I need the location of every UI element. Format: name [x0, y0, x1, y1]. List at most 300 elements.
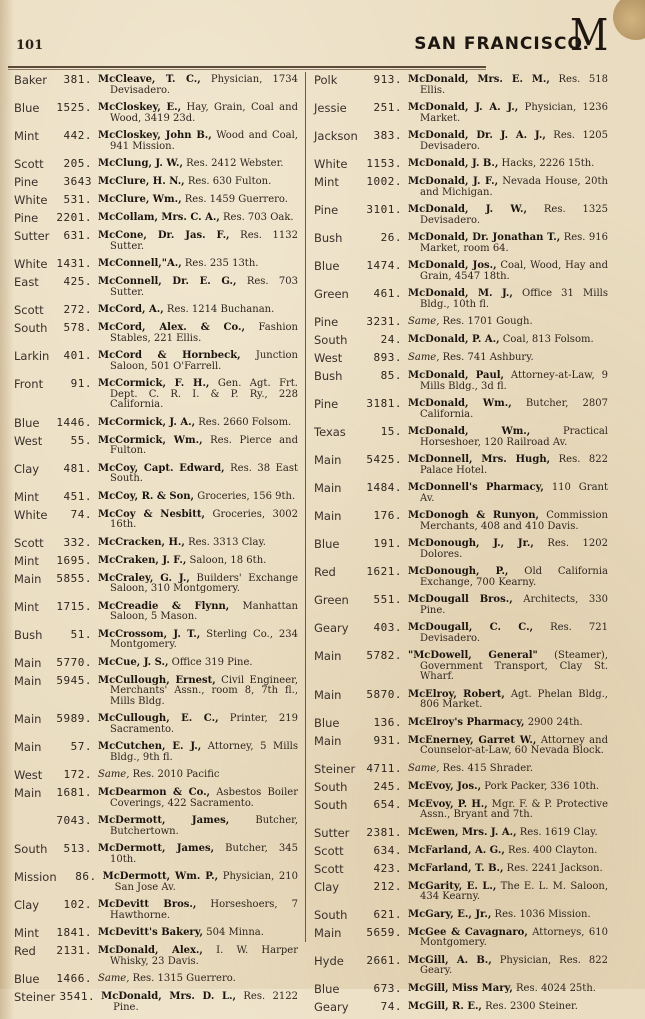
listing-detail: Res. 2010 Pacific: [129, 769, 220, 780]
listing-text: [408, 74, 608, 96]
listing-text: [408, 594, 608, 616]
phone-number: 24.: [380, 333, 402, 346]
directory-entry: [14, 927, 298, 939]
listing-name: McEvoy, P. H.,: [408, 798, 488, 810]
directory-entry: [14, 899, 298, 921]
listing-text: [98, 176, 298, 188]
header-rule-thin: [8, 69, 486, 70]
listing-detail: Coal, 813 Folsom.: [499, 334, 594, 345]
listing-name: McCullough, Ernest,: [98, 674, 216, 686]
exchange-name: Blue: [14, 972, 40, 986]
listing-detail: Butcher, Butchertown.: [110, 815, 298, 837]
listing-text: [98, 491, 298, 503]
listing-detail: Res. 2300 Steiner.: [481, 1000, 578, 1012]
listing-text: [98, 899, 298, 921]
phone-number: 3181.: [366, 397, 402, 410]
directory-entry: [14, 194, 298, 206]
listing-detail: Res. 1315 Guerrero.: [129, 973, 236, 984]
phone-number: 2661.: [366, 953, 402, 967]
phone-number: 425.: [63, 275, 92, 288]
phone-number: 3101.: [366, 203, 402, 216]
listing-detail: Res. 2412 Webster.: [182, 158, 284, 169]
directory-entry: [14, 741, 298, 763]
exchange-name: Mint: [14, 926, 39, 940]
listing-text: [98, 787, 298, 809]
phone-number: 212.: [373, 879, 402, 893]
listing-text: [98, 573, 298, 595]
exchange-name: Clay: [14, 898, 40, 912]
listing-name: McClung, J. W.,: [98, 158, 183, 169]
listing-detail: Practical Horseshoer, 120 Railroad Av.: [420, 426, 609, 448]
directory-entry: [14, 212, 298, 224]
listing-text: [408, 909, 608, 921]
phone-number: 913.: [373, 73, 402, 86]
directory-entry: [314, 288, 608, 310]
exchange-name: Scott: [14, 157, 44, 171]
directory-entry: [314, 909, 608, 921]
listing-name: McCue, J. S.,: [98, 656, 169, 668]
exchange-name: East: [14, 275, 39, 289]
phone-number: 442.: [63, 129, 92, 142]
listing-name: McGill, Miss Mary,: [408, 982, 513, 994]
directory-entry: [14, 769, 298, 781]
exchange-name: Scott: [314, 843, 344, 858]
column-divider: [305, 72, 306, 942]
listing-text: [408, 845, 608, 857]
phone-number: 5782.: [366, 649, 402, 662]
listing-detail: Civil Engineer, Merchants' Assn., room 8, 7th fl., Mills Bldg.: [110, 674, 299, 707]
listing-text: [408, 334, 608, 346]
phone-number: 403.: [373, 621, 402, 634]
listing-detail: Res. 741 Ashbury.: [439, 352, 534, 363]
phone-number: 1621.: [366, 565, 402, 578]
listing-detail: Printer, 219 Sacramento.: [110, 713, 298, 735]
listing-text: [408, 204, 608, 226]
phone-number: 551.: [373, 593, 402, 606]
listing-name: McFarland, A. G.,: [408, 844, 505, 856]
exchange-name: West: [14, 433, 43, 448]
listing-name: McCord, Alex. & Co.,: [98, 322, 245, 333]
phone-number: 191.: [373, 537, 402, 550]
exchange-name: Pine: [14, 175, 39, 189]
exchange-name: Main: [14, 712, 42, 726]
exchange-name: Pine: [14, 211, 39, 225]
directory-entry: [314, 510, 608, 532]
directory-entry: [14, 657, 298, 669]
listing-text: [98, 973, 298, 985]
phone-number: 205.: [63, 157, 92, 170]
listing-name: McDougall, C. C.,: [408, 622, 534, 633]
listing-name: McDonald, Wm.,: [408, 426, 531, 437]
listing-text: [98, 555, 298, 567]
same-marker: Same,: [98, 769, 130, 780]
listing-name: McCreadie & Flynn,: [98, 600, 230, 612]
listing-name: McDonald, Jos.,: [408, 260, 497, 271]
directory-entry: [14, 102, 298, 124]
listing-detail: Res. 703 Sutter.: [110, 276, 299, 298]
exchange-name: White: [14, 507, 48, 522]
exchange-name: Red: [314, 565, 336, 579]
phone-number: 381.: [63, 73, 92, 86]
exchange-name: Main: [14, 740, 42, 754]
listing-detail: Physician, Res. 822 Geary.: [420, 954, 608, 976]
listing-text: [98, 741, 298, 763]
listing-detail: Res. 630 Fulton.: [184, 176, 272, 187]
listing-name: McCord, A.,: [98, 304, 164, 315]
listing-detail: Res. 518 Ellis.: [420, 74, 609, 96]
same-marker: Same,: [408, 316, 440, 327]
listing-name: McDonnell's Pharmacy,: [408, 482, 544, 493]
exchange-name: Main: [14, 655, 42, 670]
listing-text: [408, 827, 608, 839]
phone-number: 1695.: [56, 553, 92, 567]
exchange-name: Mint: [14, 599, 39, 614]
exchange-name: Main: [314, 925, 342, 940]
phone-number: 251.: [373, 101, 402, 114]
directory-entry: [314, 781, 608, 793]
listing-name: McCoy & Nesbitt,: [98, 508, 205, 520]
directory-entry: [314, 763, 608, 775]
listing-name: McDonald, J. B.,: [408, 158, 499, 169]
exchange-name: Mint: [14, 489, 39, 504]
listing-name: McDonogh & Runyon,: [408, 510, 539, 521]
listing-detail: Fashion Stables, 221 Ellis.: [110, 322, 298, 344]
phone-number: 4711.: [366, 761, 402, 775]
exchange-name: Blue: [314, 537, 340, 551]
listing-name: McFarland, T. B.,: [408, 862, 504, 874]
listing-text: [408, 538, 608, 560]
listing-detail: Attorney-at-Law, 9 Mills Bldg., 3d fl.: [420, 370, 608, 392]
listing-text: [98, 130, 298, 152]
phone-number: 5770.: [56, 655, 92, 669]
listing-text: [98, 230, 298, 252]
exchange-name: Steiner: [14, 990, 56, 1004]
phone-number: 57.: [70, 740, 92, 753]
directory-entry: [314, 102, 608, 124]
phone-number: 172.: [63, 768, 92, 781]
listing-text: [103, 871, 298, 893]
directory-entry: [14, 509, 298, 531]
phone-number: 893.: [373, 351, 402, 364]
listing-detail: 110 Grant Av.: [420, 482, 608, 504]
listing-detail: Horseshoers, 7 Hawthorne.: [110, 899, 298, 921]
listing-detail: Physician, 1734 Devisadero.: [110, 74, 298, 96]
phone-number: 1484.: [366, 481, 402, 494]
listing-detail: Res. 4024 25th.: [512, 982, 596, 994]
exchange-name: West: [314, 351, 343, 365]
directory-entry: [314, 845, 608, 857]
phone-number: 3231.: [366, 315, 402, 328]
phone-number: 578.: [63, 321, 92, 334]
listing-text: [408, 622, 608, 644]
directory-entry: [14, 555, 298, 567]
directory-entry: [14, 713, 298, 735]
phone-number: 481.: [63, 461, 92, 475]
directory-entry: [314, 881, 608, 903]
listing-name: McDonald, Paul,: [408, 370, 505, 381]
phone-number: 5989.: [56, 712, 92, 725]
directory-entry: [314, 158, 608, 170]
exchange-name: Blue: [14, 101, 40, 115]
same-marker: Same,: [408, 352, 440, 363]
listing-detail: Butcher, 2807 California.: [420, 398, 609, 420]
directory-entry: [14, 350, 298, 372]
listing-text: [98, 657, 298, 669]
listing-detail: Agt. Phelan Bldg., 806 Market.: [420, 688, 608, 710]
exchange-name: Pine: [314, 315, 339, 329]
listing-name: McGarity, E. L.,: [408, 880, 497, 892]
listing-name: McCord & Hornbeck,: [98, 350, 241, 361]
directory-entry: [314, 316, 608, 328]
directory-entry: [314, 827, 608, 839]
listing-name: McDonald, Mrs. D. L.,: [101, 991, 236, 1002]
listing-name: McDermott, James,: [98, 815, 230, 826]
listing-name: McDonald, Dr. Jonathan T.,: [408, 232, 561, 243]
listing-detail: 504 Minna.: [203, 927, 264, 938]
listing-name: McDonald, Wm.,: [408, 398, 512, 409]
directory-entry: [14, 629, 298, 651]
exchange-name: Main: [314, 453, 342, 467]
directory-entry: [314, 426, 608, 448]
listing-detail: I. W. Harper Whisky, 23 Davis.: [110, 945, 298, 967]
phone-number: 1466.: [56, 972, 92, 985]
exchange-name: Sutter: [14, 229, 50, 243]
exchange-name: Main: [314, 687, 342, 702]
phone-number: 1681.: [56, 786, 92, 799]
exchange-name: Pine: [314, 397, 339, 411]
directory-entry: [14, 815, 298, 837]
listing-text: [408, 316, 608, 328]
exchange-name: Geary: [314, 621, 349, 635]
phone-number: 85.: [380, 369, 402, 382]
listing-detail: Nevada House, 20th and Michigan.: [420, 176, 608, 198]
directory-entry: [14, 871, 298, 893]
listing-name: McGee & Cavagnaro,: [408, 926, 528, 938]
listing-text: [98, 276, 298, 298]
listing-name: McDonald, J. F.,: [408, 176, 499, 187]
phone-number: 5855.: [56, 571, 92, 585]
listing-text: [408, 927, 608, 949]
directory-entry: [14, 258, 298, 270]
listing-detail: Res. 400 Clayton.: [504, 844, 598, 856]
phone-number: 1525.: [56, 101, 92, 114]
same-marker: Same,: [98, 973, 130, 984]
listing-name: McCloskey, John B.,: [98, 130, 212, 141]
listing-name: McCollam, Mrs. C. A.,: [98, 212, 220, 223]
phone-number: 5659.: [366, 925, 402, 939]
exchange-name: Clay: [314, 879, 340, 894]
listing-detail: Groceries, 3002 16th.: [110, 508, 298, 530]
listing-detail: Physician, 1236 Market.: [420, 102, 608, 124]
listing-name: McCleave, T. C.,: [98, 74, 201, 85]
listing-text: [408, 955, 608, 977]
directory-entry: [14, 991, 298, 1013]
exchange-name: Mint: [14, 129, 39, 143]
listing-text: [408, 398, 608, 420]
exchange-name: Jessie: [314, 101, 347, 115]
listing-text: [98, 927, 298, 939]
listing-text: [408, 863, 608, 875]
exchange-name: Bush: [14, 627, 43, 642]
exchange-name: Blue: [314, 981, 340, 996]
listing-detail: Architects, 330 Pine.: [420, 594, 608, 616]
directory-entry: [14, 230, 298, 252]
exchange-name: Clay: [14, 461, 40, 476]
phone-number: 1002.: [366, 175, 402, 188]
section-letter: M: [570, 10, 609, 61]
exchange-name: Steiner: [314, 761, 356, 776]
listing-detail: Junction Saloon, 501 O'Farrell.: [110, 350, 298, 372]
listing-text: [98, 158, 298, 170]
phone-number: 86.: [75, 870, 97, 883]
listing-name: McDonough, P.,: [408, 566, 509, 577]
listing-name: McDougall Bros.,: [408, 594, 513, 605]
exchange-name: Front: [14, 377, 44, 391]
exchange-name: Blue: [314, 259, 340, 273]
phone-number: 631.: [63, 229, 92, 242]
directory-entry: [14, 573, 298, 595]
phone-number: 1841.: [56, 926, 92, 939]
listing-text: [98, 509, 298, 531]
listing-detail: Saloon, 18 6th.: [186, 554, 267, 566]
listing-detail: Res. 1202 Dolores.: [420, 538, 608, 560]
listing-text: [98, 945, 298, 967]
listing-text: [408, 763, 608, 775]
listing-name: McCormick, F. H.,: [98, 378, 210, 389]
phone-number: 1715.: [56, 599, 92, 613]
listing-name: McDonald, P. A.,: [408, 334, 500, 345]
exchange-name: Main: [314, 649, 342, 663]
listing-detail: Res. 1205 Devisadero.: [420, 130, 608, 152]
listing-text: [98, 304, 298, 316]
phone-number: 1474.: [366, 259, 402, 272]
same-marker: Same,: [408, 762, 440, 774]
listing-detail: Res. 703 Oak.: [219, 212, 294, 223]
listing-text: [408, 454, 608, 476]
listing-text: [98, 463, 298, 485]
page-stain: [613, 0, 645, 40]
listing-detail: Mgr. F. & P. Protective Assn., Bryant and 7th.: [420, 798, 608, 820]
listing-detail: Res. 1701 Gough.: [439, 316, 533, 327]
listing-detail: Res. 2241 Jackson.: [503, 862, 603, 874]
listing-name: McEwen, Mrs. J. A.,: [408, 826, 517, 838]
phone-number: 461.: [373, 287, 402, 300]
header-rule: [8, 66, 486, 68]
listing-detail: Hacks, 2226 15th.: [498, 158, 595, 169]
listing-detail: Butcher, 345 10th.: [110, 843, 298, 865]
listing-name: McCormick, J. A.,: [98, 416, 196, 428]
listing-text: [98, 629, 298, 651]
directory-entry: [14, 435, 298, 457]
exchange-name: Green: [314, 287, 349, 301]
exchange-name: White: [14, 193, 48, 207]
exchange-name: Scott: [14, 303, 44, 317]
exchange-name: South: [14, 321, 48, 335]
listing-detail: Hay, Grain, Coal and Wood, 3419 23d.: [110, 102, 298, 124]
listing-name: McDonald, Dr. J. A. J.,: [408, 130, 546, 141]
listing-text: [408, 176, 608, 198]
phone-number: 51.: [70, 627, 92, 641]
phone-number: 931.: [373, 733, 402, 747]
phone-number: 531.: [63, 193, 92, 206]
listing-name: McCraley, G. J.,: [98, 572, 190, 584]
exchange-name: South: [314, 333, 348, 347]
directory-entry: [14, 537, 298, 549]
listing-text: [408, 689, 608, 711]
phone-number: 74.: [380, 999, 402, 1013]
exchange-name: Bush: [314, 369, 343, 383]
listing-text: [408, 735, 608, 757]
directory-entry: [314, 398, 608, 420]
directory-entry: [14, 973, 298, 985]
phone-number: 136.: [373, 715, 402, 729]
listing-name: McCullough, E. C.,: [98, 713, 219, 724]
page-number: 101: [16, 38, 44, 53]
directory-entry: [314, 927, 608, 949]
listing-text: [98, 675, 298, 708]
exchange-name: Pine: [314, 203, 339, 217]
exchange-name: Main: [14, 673, 42, 688]
phone-number: 383.: [373, 129, 402, 142]
phone-number: 513.: [63, 842, 92, 855]
listing-text: [98, 194, 298, 206]
listing-text: [408, 510, 608, 532]
listing-detail: Manhattan Saloon, 5 Mason.: [110, 600, 298, 622]
exchange-name: Blue: [14, 415, 40, 430]
listing-detail: Res. Pierce and Fulton.: [110, 434, 298, 456]
listing-detail: Res. 1214 Buchanan.: [163, 304, 275, 315]
directory-entry: [314, 622, 608, 644]
directory-entry: [314, 74, 608, 96]
directory-entry: [314, 689, 608, 711]
phone-number: 272.: [63, 303, 92, 316]
listing-text: [408, 983, 608, 995]
phone-number: 26.: [380, 231, 402, 244]
directory-entry: [314, 717, 608, 729]
exchange-name: Main: [14, 786, 42, 800]
listing-detail: Groceries, 156 9th.: [194, 490, 296, 502]
exchange-name: Main: [314, 481, 342, 495]
phone-number: 7043.: [56, 814, 92, 827]
exchange-name: Jackson: [314, 129, 358, 143]
exchange-name: Sutter: [314, 825, 350, 840]
listing-name: McDonald, J. A. J.,: [408, 102, 519, 113]
listing-detail: Old California Exchange, 700 Kearny.: [420, 566, 608, 588]
listing-text: [98, 843, 298, 865]
listing-text: [408, 566, 608, 588]
listing-name: McDevitt's Bakery,: [98, 927, 204, 938]
listing-detail: Res. 235 13th.: [181, 258, 259, 269]
listing-detail: 2900 24th.: [524, 716, 583, 728]
listing-name: McElroy, Robert,: [408, 688, 505, 700]
listing-detail: Res. 1132 Sutter.: [110, 230, 298, 252]
phone-number: 673.: [373, 981, 402, 995]
phone-number: 401.: [63, 349, 92, 362]
listing-name: McDonald, Alex.,: [98, 945, 203, 956]
listing-detail: Res. 1619 Clay.: [516, 826, 598, 838]
phone-number: 3643: [63, 175, 92, 188]
listing-text: [408, 288, 608, 310]
directory-entry: [14, 945, 298, 967]
directory-entry: [314, 352, 608, 364]
listing-text: [408, 130, 608, 152]
exchange-name: White: [14, 257, 48, 271]
phone-number: 5870.: [366, 687, 402, 701]
directory-entry: [14, 176, 298, 188]
exchange-name: Mint: [314, 175, 339, 189]
exchange-name: Geary: [314, 999, 349, 1014]
phone-number: 2131.: [56, 944, 92, 957]
